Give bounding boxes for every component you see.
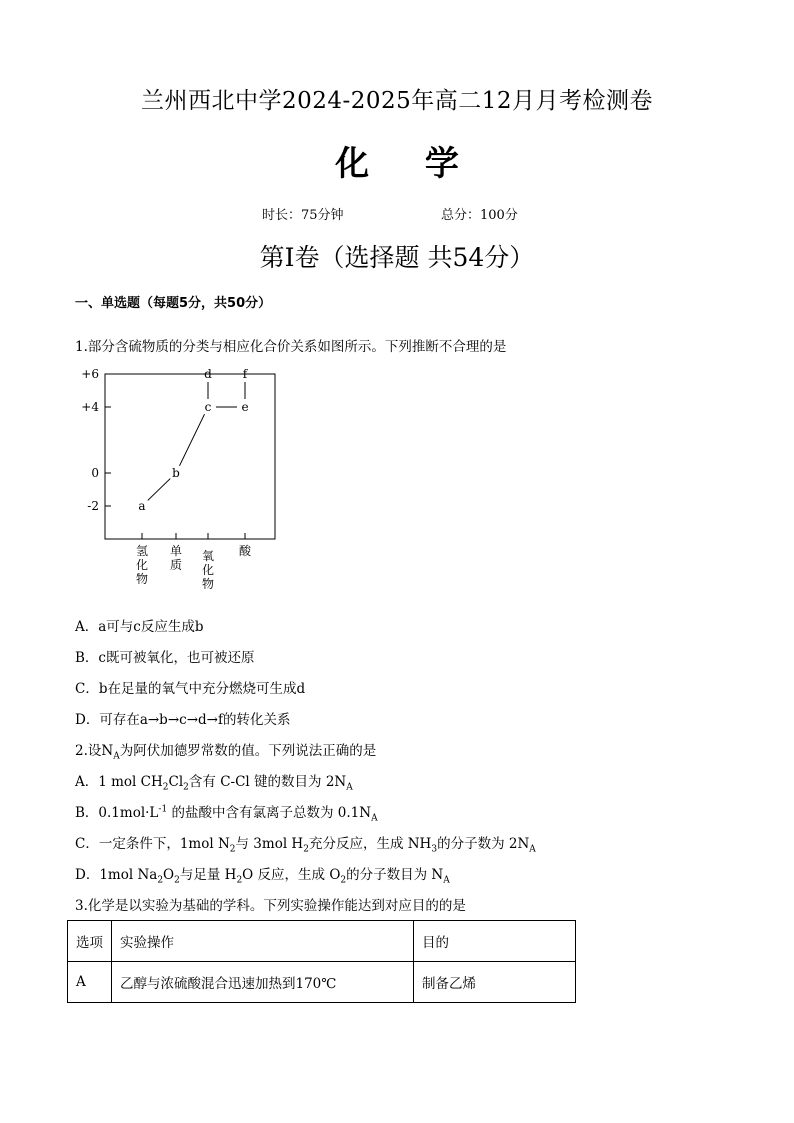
point-label-c: c [204, 400, 212, 414]
table-header-cell: 目的 [414, 921, 576, 962]
q2-stem-pre: 2.设N [75, 743, 114, 759]
x-tick-label-char: 物 [135, 572, 149, 586]
x-tick-label-char: 氧 [201, 549, 215, 563]
table-cell: 乙醇与浓硫酸混合迅速加热到170℃ [112, 962, 414, 1003]
x-tick-label-char: 氢 [135, 544, 149, 558]
question-1-option-a: A．a可与c反应生成b [75, 619, 204, 635]
x-tick-label-char: 酸 [238, 544, 252, 558]
point-label-e: e [241, 400, 249, 414]
exam-duration: 时长：75分钟 [262, 208, 344, 223]
exam-total-score: 总分：100分 [441, 208, 518, 223]
chart-link-b-c [179, 414, 204, 466]
section-title: 一、单选题（每题5分，共50分） [75, 296, 272, 311]
question-1-option-c: C．b在足量的氧气中充分燃烧可生成d [75, 681, 306, 697]
point-label-a: a [138, 499, 146, 513]
chart-frame [105, 374, 275, 539]
table-cell: 制备乙烯 [414, 962, 576, 1003]
chart-link-a-b [148, 479, 171, 501]
y-tick-label: -2 [87, 499, 99, 513]
chart-x-ticks [136, 533, 252, 591]
point-label-b: b [172, 466, 180, 480]
question-1-option-b: B．c既可被氧化，也可被还原 [75, 650, 255, 666]
chart-points [138, 367, 248, 513]
x-tick-label-char: 化 [201, 563, 215, 577]
point-label-d: d [204, 367, 212, 381]
x-tick-label-char: 物 [201, 577, 215, 591]
table-header-cell: 实验操作 [112, 921, 414, 962]
question-2-option-a: A．1 mol $CH_2Cl_2$含有 C-Cl 键的数目为 $2N_A$ [75, 774, 353, 793]
table-header-row [68, 921, 576, 962]
question-1-option-d: D．可存在a→b→c→d→f的转化关系 [75, 712, 291, 728]
question-2-option-c: C．一定条件下，1mol $N_2$与 3mol $H_2$充分反应，生成 $NH_3$的分子数为 $2N_A$ [75, 836, 536, 855]
chart-links [148, 374, 245, 500]
sulfur-valence-chart [70, 365, 290, 600]
table-cell: A [68, 962, 112, 1003]
x-tick-label-char: 单 [169, 544, 183, 558]
chart-y-ticks [81, 367, 111, 513]
question-2-option-b: B．$0.1mol\cdot L^{-1}$ 的盐酸中含有氯离子总数为 $0.1N_A$ [75, 804, 378, 824]
y-tick-label: 0 [91, 466, 99, 480]
question-3-stem: 3.化学是以实验为基础的学科。下列实验操作能达到对应目的的是 [75, 898, 466, 914]
y-tick-label: +4 [81, 400, 99, 414]
question-2-option-d: D．1mol $Na_2O_2$与足量 $H_2O$ 反应，生成 $O_2$的分子数目为 $N_A$ [75, 867, 450, 886]
table-row [68, 962, 576, 1003]
x-tick-label-char: 化 [135, 558, 149, 572]
x-tick-label-char: 质 [169, 558, 183, 572]
question-2-stem [75, 739, 376, 762]
subject-title: 化 学 [335, 144, 459, 184]
question-1-stem: 1.部分含硫物质的分类与相应化合价关系如图所示。下列推断不合理的是 [75, 339, 507, 355]
q2-stem-post: 为阿伏加德罗常数的值。下列说法正确的是 [119, 743, 377, 759]
y-tick-label: +6 [81, 367, 99, 381]
part-title: 第Ⅰ卷（选择题 共54分） [259, 243, 535, 272]
point-label-f: f [242, 367, 248, 381]
q2-stem-sub: A [113, 751, 120, 762]
table-header-cell: 选项 [68, 921, 112, 962]
exam-title: 兰州西北中学2024-2025年高二12月月考检测卷 [140, 88, 654, 114]
question-3-table [67, 920, 576, 1003]
